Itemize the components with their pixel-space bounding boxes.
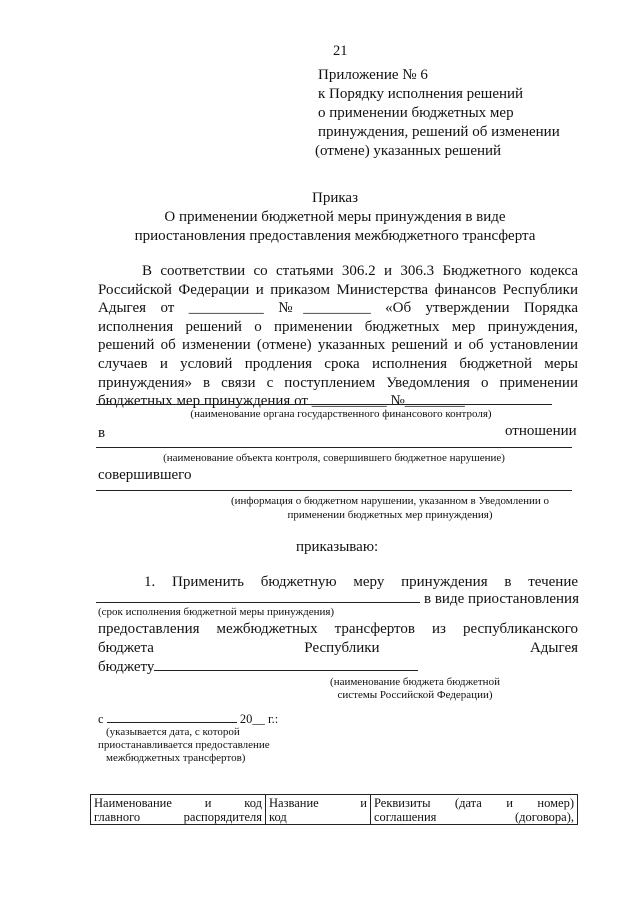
appendix-line: к Порядку исполнения решений: [318, 86, 524, 102]
document-title: Приказ: [311, 190, 358, 206]
item1-line-5: [98, 658, 418, 676]
caption-term: (срок исполнения бюджетной меры принуждения): [98, 606, 335, 618]
appendix-line: (отмене) указанных решений: [315, 143, 502, 159]
item1-suffix: в виде приостановления: [424, 591, 579, 607]
body-line: В соответствии со статьями 306.2 и 306.3 Бюджетного кодекса: [142, 263, 578, 279]
word-v: в: [98, 425, 106, 441]
body-line: случаев и условий продления срока исполнения бюджетной меры: [98, 355, 578, 372]
table-header-cell-3: Реквизиты (дата и номер) соглашения (договора),: [371, 795, 578, 825]
word-otnoshenii: отношении: [505, 423, 577, 439]
control-object-blank-line: [96, 447, 572, 448]
item1-line-4: бюджета Республики Адыгея: [98, 640, 578, 656]
term-blank-line: [96, 602, 420, 603]
caption-violation-line-1: (информация о бюджетном нарушении, указанном в Уведомлении о: [230, 495, 550, 507]
body-line: Адыгея от __________ №_________ «Об утверждении Порядка: [98, 300, 578, 317]
control-body-blank-line: [96, 404, 552, 405]
budget-blank-line: [154, 658, 418, 671]
data-table: [90, 794, 578, 825]
date-blank-line: [107, 712, 237, 723]
body-line: Российской Федерации и приказом Министерства финансов Республики: [98, 281, 578, 298]
body-line: исполнения решений о применении бюджетных мер принуждения,: [98, 318, 578, 335]
date-year: 20__ г.:: [239, 712, 279, 726]
title-line-1: О применении бюджетной меры принуждения в виде: [164, 209, 506, 225]
body-line: решений об изменении (отмене) указанных решений и об установлении: [98, 337, 578, 354]
title-line-2: приостановления предоставления межбюджетного трансферта: [134, 228, 536, 244]
caption-date-line-3: межбюджетных трансфертов): [106, 752, 246, 764]
table-header-cell-1: Наименование и код главного распорядителя: [91, 795, 266, 825]
appendix-line: Приложение № 6: [318, 67, 428, 83]
date-line: [98, 712, 278, 726]
item1-line-1: 1. Применить бюджетную меру принуждения в течение: [144, 574, 578, 590]
page-number: 21: [333, 43, 348, 59]
word-sovershivshego: совершившего: [98, 467, 192, 483]
table-header-row: [91, 795, 578, 825]
body-line: бюджетных мер принуждения от __________ №________: [98, 393, 465, 410]
appendix-line: о применении бюджетных мер: [318, 105, 514, 121]
caption-budget-line-1: (наименование бюджета бюджетной: [330, 676, 500, 688]
appendix-block: [315, 66, 560, 161]
caption-budget-line-2: системы Российской Федерации): [337, 689, 493, 701]
caption-date-line-2: приостанавливается предоставление: [98, 739, 270, 751]
caption-date-line-1: (указывается дата, с которой: [106, 726, 240, 738]
order-word: приказываю:: [296, 539, 379, 555]
budget-prefix: бюджету: [98, 659, 155, 675]
date-prefix: с: [98, 712, 104, 726]
body-paragraph: [98, 262, 578, 411]
caption-control-body: (наименование органа государственного финансового контроля): [190, 408, 492, 420]
table-header-cell-2: Название и код: [266, 795, 371, 825]
body-line: принуждения» в связи с поступлением Уведомления о применении: [98, 374, 578, 391]
violation-blank-line: [96, 490, 572, 491]
caption-violation-line-2: применении бюджетных мер принуждения): [287, 509, 493, 521]
item1-line-3: предоставления межбюджетных трансфертов из республиканского: [98, 621, 578, 637]
appendix-line: принуждения, решений об изменении: [318, 124, 560, 140]
caption-control-object: (наименование объекта контроля, совершившего бюджетное нарушение): [163, 452, 505, 464]
